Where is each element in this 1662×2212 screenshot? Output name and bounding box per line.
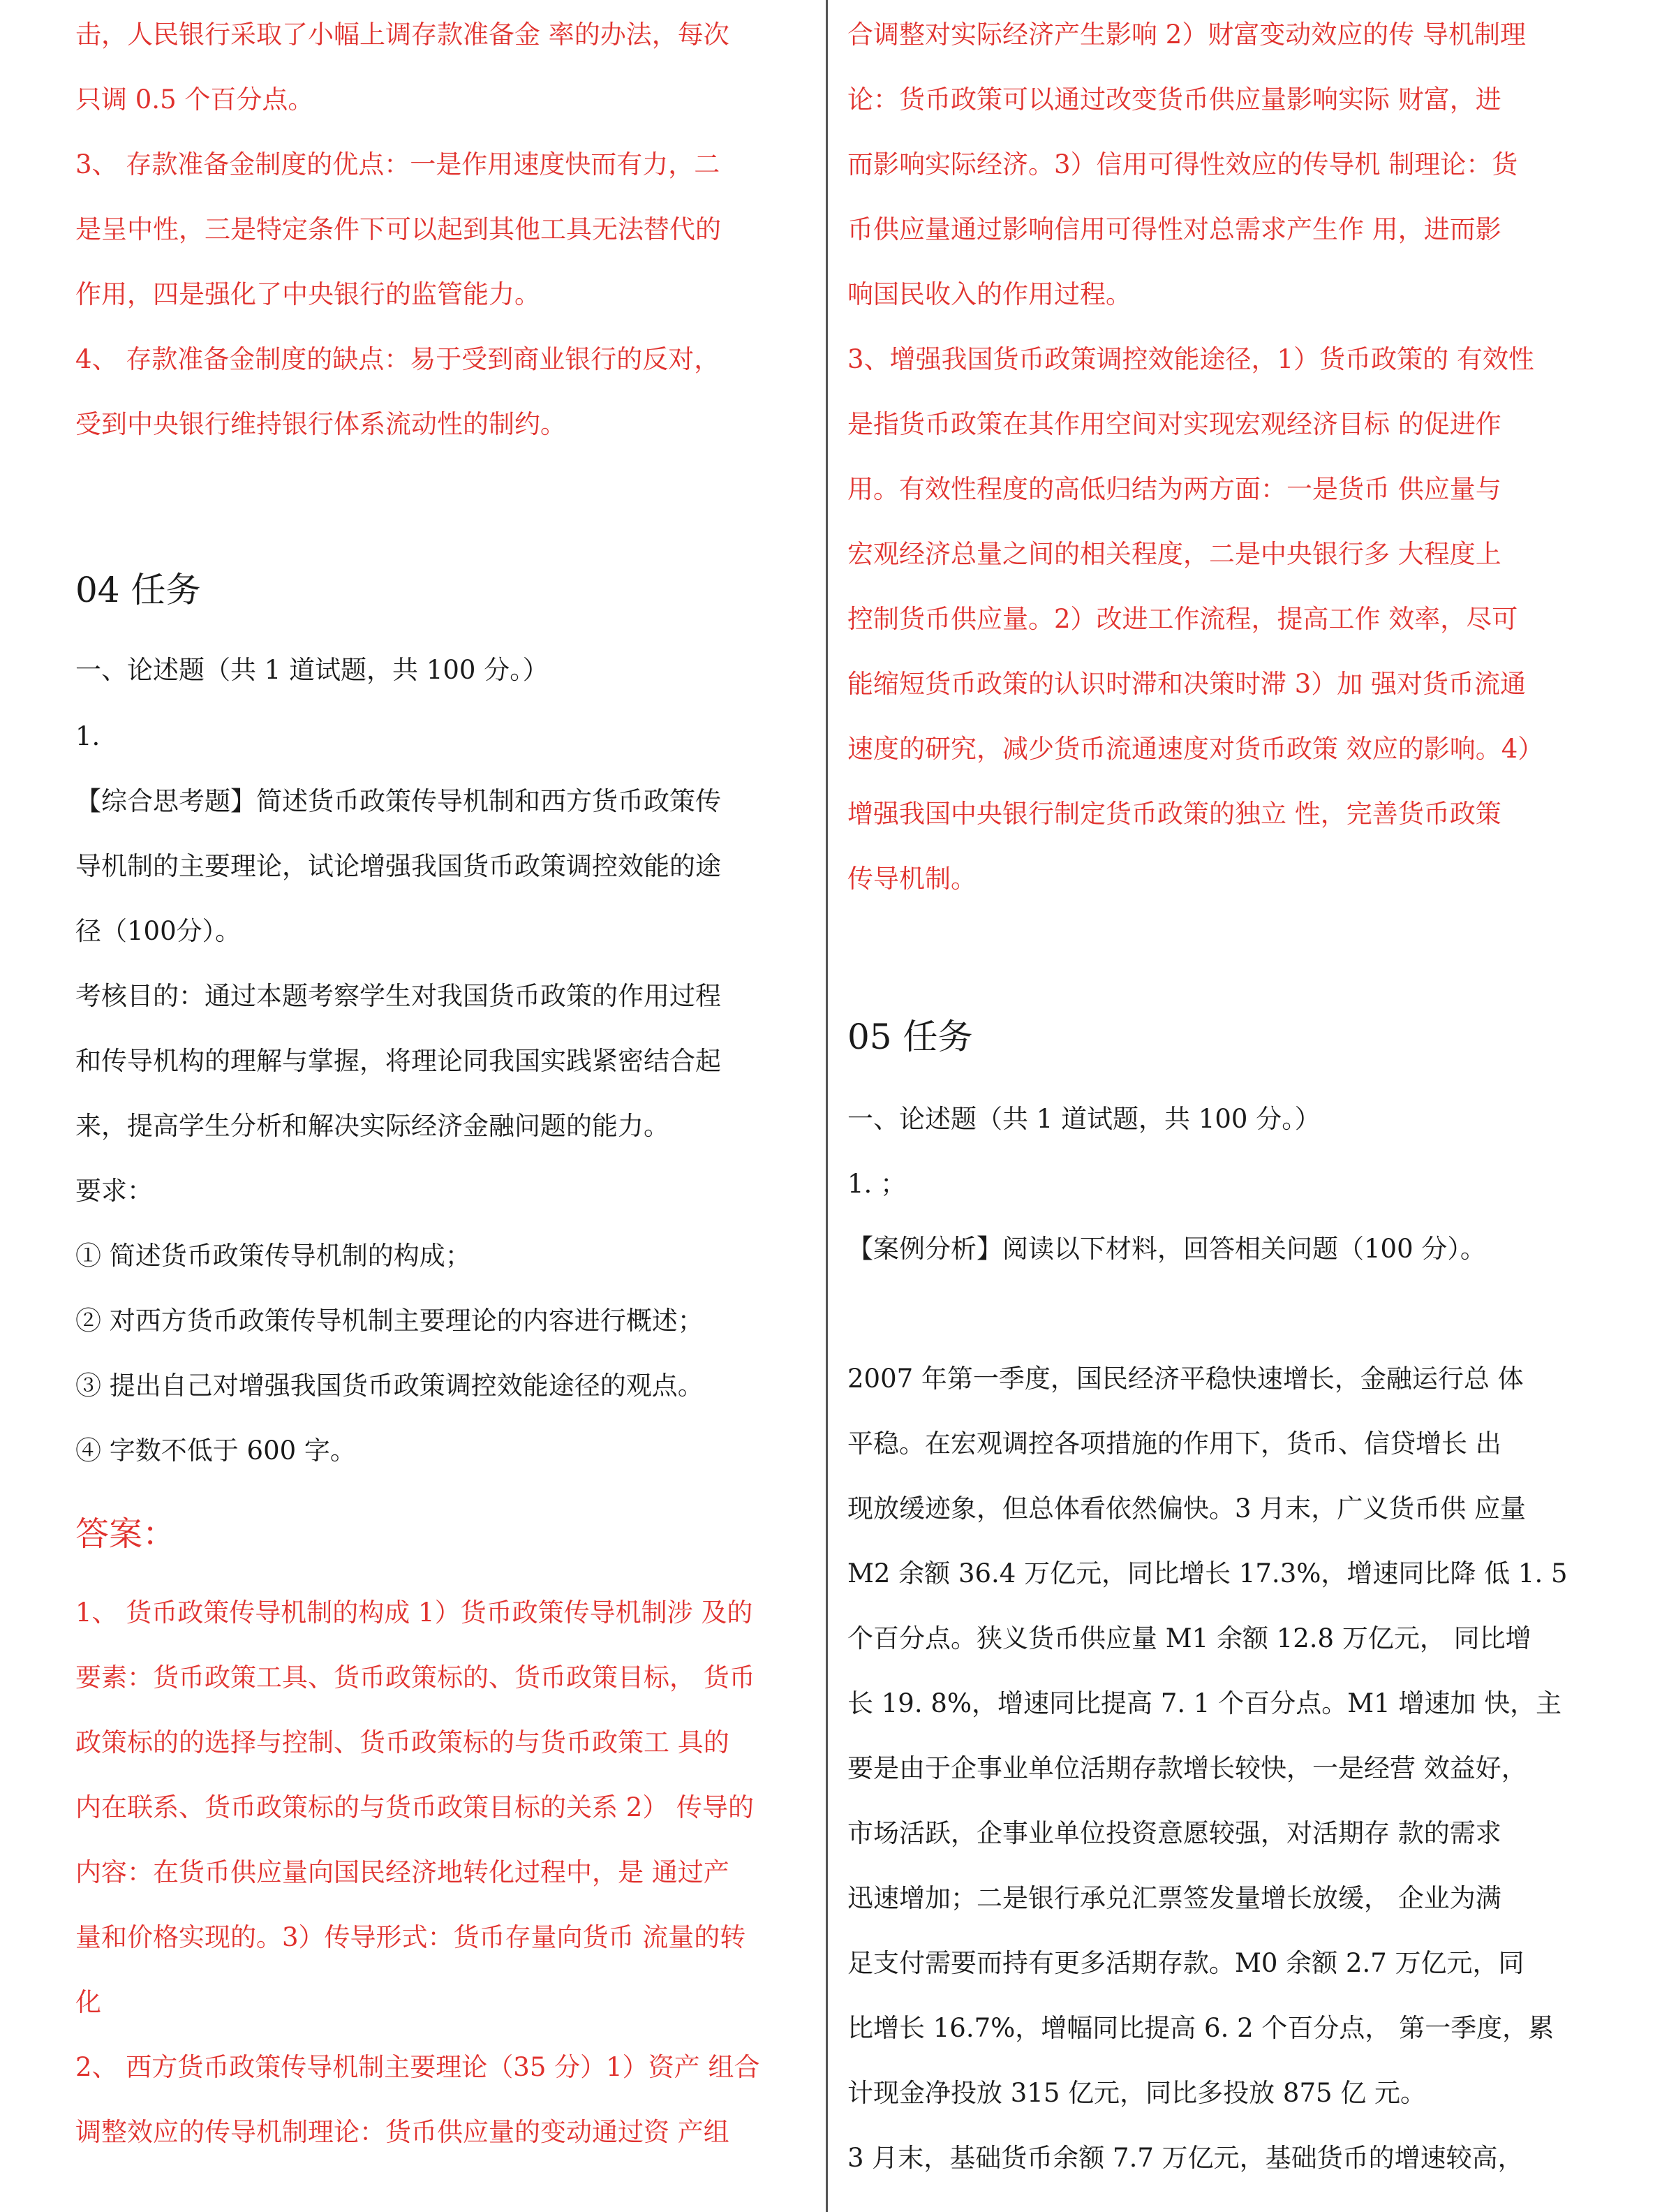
question-line: 径（100分）。	[75, 916, 242, 946]
answer-line: 1、 货币政策传导机制的构成 1）货币政策传导机制涉 及的	[75, 1598, 753, 1628]
answer-line: 要素：货币政策工具、货币政策标的、货币政策目标， 货币	[75, 1662, 755, 1693]
requirement-item: ④ 字数不低于 600 字。	[75, 1436, 356, 1466]
answer-line: 响国民收入的作用过程。	[847, 279, 1132, 309]
text-line: 4、 存款准备金制度的缺点：易于受到商业银行的反对，	[75, 344, 720, 374]
answer-title: 答案：	[75, 1514, 177, 1554]
question-line: 要求：	[75, 1176, 153, 1206]
case-line: 比增长 16.7%，增幅同比提高 6. 2 个百分点， 第一季度，累	[847, 2013, 1555, 2043]
case-line: 个百分点。狭义货币供应量 M1 余额 12.8 万亿元， 同比增	[847, 1623, 1531, 1653]
text-line: 受到中央银行维持银行体系流动性的制约。	[75, 409, 566, 439]
task-heading: 05 任务	[847, 1017, 973, 1057]
requirement-item: ① 简述货币政策传导机制的构成；	[75, 1241, 471, 1271]
requirement-item: ③ 提出自己对增强我国货币政策调控效能途径的观点。	[75, 1371, 704, 1401]
text-line: 只调 0.5 个百分点。	[75, 84, 314, 115]
answer-line: 内容：在货币供应量向国民经济地转化过程中，是 通过产	[75, 1857, 729, 1887]
case-title: 【案例分析】阅读以下材料，回答相关问题（100 分）。	[847, 1234, 1486, 1264]
section-title: 一、论述题（共 1 道试题，共 100 分。）	[75, 655, 549, 685]
answer-line: 控制货币供应量。2）改进工作流程，提高工作 效率，尽可	[847, 604, 1518, 634]
column-divider	[826, 0, 828, 2212]
answer-line: 是指货币政策在其作用空间对实现宏观经济目标 的促进作	[847, 409, 1501, 439]
question-line: 和传导机构的理解与掌握，将理论同我国实践紧密结合起	[75, 1046, 721, 1076]
answer-line: 2、 西方货币政策传导机制主要理论（35 分）1）资产 组合	[75, 2052, 760, 2082]
question-number: 1. ；	[847, 1169, 907, 1199]
requirement-item: ② 对西方货币政策传导机制主要理论的内容进行概述；	[75, 1306, 704, 1336]
section-title: 一、论述题（共 1 道试题，共 100 分。）	[847, 1104, 1321, 1134]
answer-line: 能缩短货币政策的认识时滞和决策时滞 3）加 强对货币流通	[847, 669, 1527, 699]
question-line: 考核目的：通过本题考察学生对我国货币政策的作用过程	[75, 981, 721, 1011]
question-line: 导机制的主要理论，试论增强我国货币政策调控效能的途	[75, 851, 721, 881]
answer-line: 而影响实际经济。3）信用可得性效应的传导机 制理论：货	[847, 149, 1518, 179]
case-line: 要是由于企事业单位活期存款增长较快，一是经营 效益好，	[847, 1753, 1527, 1783]
case-line: 迅速增加；二是银行承兑汇票签发量增长放缓， 企业为满	[847, 1883, 1501, 1913]
answer-line: 速度的研究，减少货币流通速度对货币政策 效应的影响。4）	[847, 734, 1544, 764]
task-heading: 04 任务	[75, 570, 201, 610]
answer-line: 量和价格实现的。3）传导形式：货币存量向货币 流量的转	[75, 1922, 746, 1952]
text-line: 是呈中性，三是特定条件下可以起到其他工具无法替代的	[75, 214, 721, 244]
text-line: 3、 存款准备金制度的优点：一是作用速度快而有力，二	[75, 149, 720, 179]
answer-line: 内在联系、货币政策标的与货币政策目标的关系 2） 传导的	[75, 1792, 755, 1822]
answer-line: 宏观经济总量之间的相关程度，二是中央银行多 大程度上	[847, 539, 1501, 569]
answer-line: 3、增强我国货币政策调控效能途径，1）货币政策的 有效性	[847, 344, 1534, 374]
case-line: 市场活跃，企事业单位投资意愿较强，对活期存 款的需求	[847, 1818, 1501, 1848]
text-line: 击，人民银行采取了小幅上调存款准备金 率的办法，每次	[75, 20, 729, 50]
text-line: 作用，四是强化了中央银行的监管能力。	[75, 279, 540, 309]
case-line: 计现金净投放 315 亿元，同比多投放 875 亿 元。	[847, 2078, 1427, 2108]
answer-line: 增强我国中央银行制定货币政策的独立 性，完善货币政策	[847, 799, 1501, 829]
answer-line: 用。有效性程度的高低归结为两方面：一是货币 供应量与	[847, 474, 1501, 504]
question-number: 1.	[75, 721, 101, 751]
case-line: M2 余额 36.4 万亿元，同比增长 17.3%，增速同比降 低 1. 5	[847, 1558, 1568, 1588]
case-line: 平稳。在宏观调控各项措施的作用下，货币、信贷增长 出	[847, 1429, 1501, 1459]
question-line: 来，提高学生分析和解决实际经济金融问题的能力。	[75, 1111, 669, 1141]
answer-line: 化	[75, 1987, 101, 2017]
answer-line: 传导机制。	[847, 864, 977, 894]
case-line: 长 19. 8%，增速同比提高 7. 1 个百分点。M1 增速加 快，主	[847, 1688, 1562, 1718]
case-line: 2007 年第一季度，国民经济平稳快速增长，金融运行总 体	[847, 1364, 1524, 1394]
case-line: 现放缓迹象，但总体看依然偏快。3 月末，广义货币供 应量	[847, 1494, 1527, 1524]
answer-line: 调整效应的传导机制理论：货币供应量的变动通过资 产组	[75, 2117, 729, 2147]
answer-line: 政策标的的选择与控制、货币政策标的与货币政策工 具的	[75, 1727, 729, 1757]
answer-line: 论：货币政策可以通过改变货币供应量影响实际 财富，进	[847, 84, 1501, 115]
answer-line: 币供应量通过影响信用可得性对总需求产生作 用，进而影	[847, 214, 1501, 244]
case-line: 足支付需要而持有更多活期存款。M0 余额 2.7 万亿元，同	[847, 1948, 1524, 1978]
question-line: 【综合思考题】简述货币政策传导机制和西方货币政策传	[75, 786, 721, 816]
case-line: 3 月末，基础货币余额 7.7 万亿元，基础货币的增速较高，	[847, 2143, 1524, 2173]
answer-line: 合调整对实际经济产生影响 2）财富变动效应的传 导机制理	[847, 20, 1527, 50]
